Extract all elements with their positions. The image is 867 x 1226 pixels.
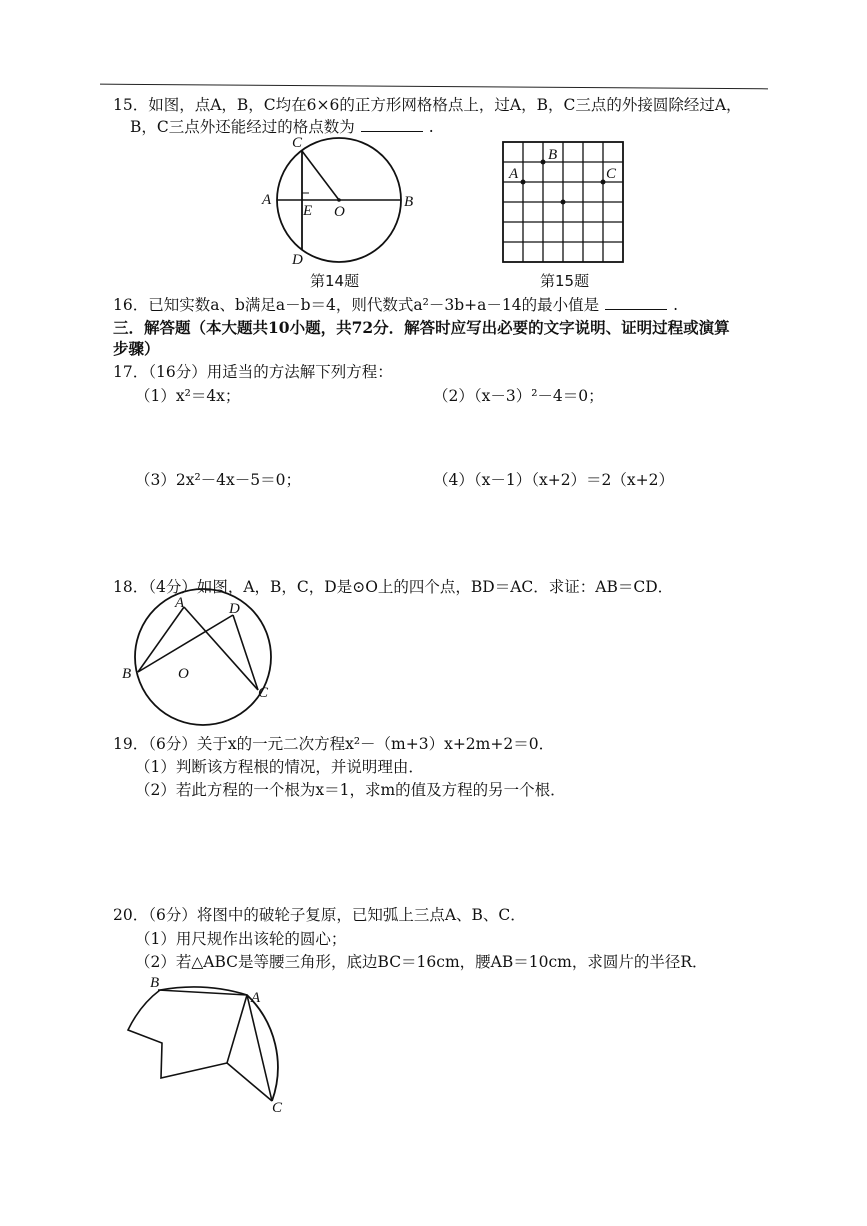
- fig14-circle-diagram: [250, 130, 430, 270]
- fig15-grid-diagram: [490, 135, 640, 270]
- q20-part1: （1）用尺规作出该轮的圆心；: [135, 930, 347, 948]
- section3-line1: 三．解答题（本大题共10小题，共72分．解答时应写出必要的文字说明、证明过程或演算: [113, 318, 730, 337]
- q20-title: 20．（6分）将图中的破轮子复原，已知弧上三点A、B、C．: [113, 906, 526, 924]
- fig20-label-C: C: [272, 1100, 283, 1116]
- q15-line2: B，C三点外还能经过的格点数为 .: [130, 118, 434, 136]
- fig20-broken-wheel-diagram: [118, 970, 298, 1120]
- q16-line: 16．已知实数a、b满足a－b＝4，则代数式a²－3b+a－14的最小值是 .: [113, 296, 679, 314]
- fig15-label-A: A: [509, 166, 519, 182]
- q16-answer-blank[interactable]: [605, 295, 667, 310]
- fig14-label-B: B: [404, 194, 414, 210]
- q19-part2: （2）若此方程的一个根为x＝1，求m的值及方程的另一个根．: [135, 781, 566, 799]
- section3-line2: 步骤）: [113, 339, 160, 358]
- q17-part3: （3）2x²－4x－5＝0；: [135, 471, 302, 489]
- q17-part1: （1）x²＝4x；: [135, 387, 241, 405]
- fig20-label-B: B: [150, 975, 160, 991]
- q17-title: 17．（16分）用适当的方法解下列方程：: [113, 363, 393, 381]
- fig15-label-C: C: [606, 166, 617, 182]
- fig18-label-C: C: [258, 685, 269, 701]
- q18-text: 18．（4分）如图，A，B，C，D是⊙O上的四个点，BD＝AC．求证：AB＝CD．: [113, 578, 674, 596]
- fig18-label-O: O: [178, 666, 189, 682]
- fig18-label-B: B: [122, 666, 132, 682]
- q17-part4: （4）（x－1）（x+2）＝2（x+2）: [433, 471, 675, 489]
- fig18-label-D: D: [229, 601, 240, 617]
- fig14-label-A: A: [262, 192, 272, 208]
- fig20-label-A: A: [251, 990, 261, 1006]
- fig14-label-E: E: [303, 203, 313, 219]
- q19-part1: （1）判断该方程根的情况，并说明理由．: [135, 758, 424, 776]
- fig15-caption: 第15题: [540, 272, 590, 290]
- fig15-label-B: B: [548, 147, 558, 163]
- fig18-circle-diagram: [115, 595, 285, 705]
- top-divider: [100, 84, 768, 90]
- fig14-label-D: D: [292, 252, 303, 268]
- fig14-caption: 第14题: [310, 272, 360, 290]
- fig14-label-C: C: [292, 135, 303, 151]
- q17-part2: （2）（x－3）²－4＝0；: [433, 387, 604, 405]
- q15-line1: 15．如图，点A，B，C均在6×6的正方形网格格点上，过A，B，C三点的外接圆除经过A，: [113, 96, 742, 114]
- fig14-label-O: O: [334, 204, 345, 220]
- fig18-label-A: A: [175, 595, 185, 611]
- q19-title: 19．（6分）关于x的一元二次方程x²－（m+3）x+2m+2＝0．: [113, 735, 555, 753]
- q20-part2: （2）若△ABC是等腰三角形，底边BC＝16cm，腰AB＝10cm，求圆片的半径R．: [135, 953, 708, 971]
